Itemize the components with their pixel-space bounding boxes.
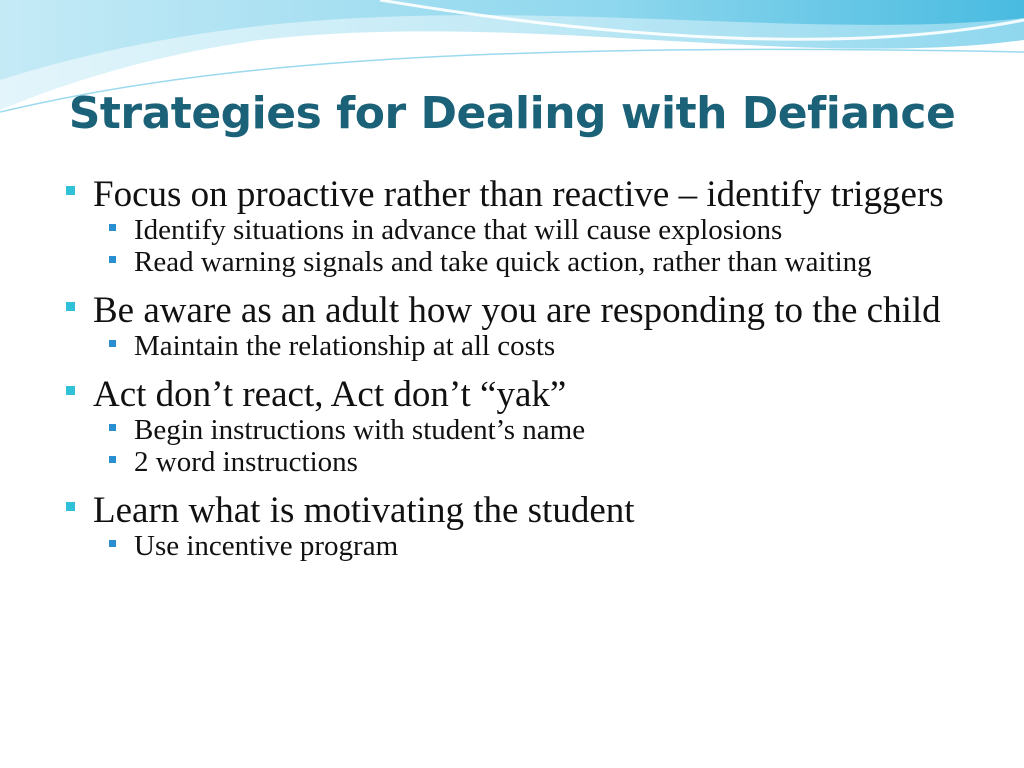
sub-bullet-text: Begin instructions with student’s name xyxy=(134,414,586,446)
bullet-group xyxy=(60,174,980,278)
square-sub-bullet-icon xyxy=(109,540,116,547)
sub-bullet-item xyxy=(60,414,980,446)
square-bullet-icon xyxy=(66,302,75,311)
bullet-text: Learn what is motivating the student xyxy=(93,490,635,531)
square-bullet-icon xyxy=(66,502,75,511)
square-bullet-icon xyxy=(66,386,75,395)
slide-title: Strategies for Dealing with Defiance xyxy=(68,88,956,139)
bullet-group xyxy=(60,290,980,362)
sub-bullet-text: Maintain the relationship at all costs xyxy=(134,330,556,362)
bullet-item xyxy=(60,290,980,331)
bullet-group xyxy=(60,490,980,562)
bullet-text: Act don’t react, Act don’t “yak” xyxy=(93,374,567,415)
sub-bullet-item xyxy=(60,530,980,562)
bullet-text: Focus on proactive rather than reactive – identify triggers xyxy=(93,174,944,215)
square-sub-bullet-icon xyxy=(109,340,116,347)
square-sub-bullet-icon xyxy=(109,256,116,263)
square-sub-bullet-icon xyxy=(109,224,116,231)
sub-bullet-text: 2 word instructions xyxy=(134,446,358,478)
square-sub-bullet-icon xyxy=(109,424,116,431)
sub-bullet-item xyxy=(60,446,980,478)
bullet-text: Be aware as an adult how you are responding to the child xyxy=(93,290,941,331)
sub-bullet-item xyxy=(60,246,980,278)
sub-bullet-item xyxy=(60,214,980,246)
sub-bullet-text: Use incentive program xyxy=(134,530,399,562)
bullet-list xyxy=(60,174,980,580)
square-bullet-icon xyxy=(66,186,75,195)
bullet-item xyxy=(60,174,980,215)
bullet-group xyxy=(60,374,980,478)
sub-bullet-text: Identify situations in advance that will cause explosions xyxy=(134,214,783,246)
bullet-item xyxy=(60,490,980,531)
sub-bullet-item xyxy=(60,330,980,362)
bullet-item xyxy=(60,374,980,415)
sub-bullet-text: Read warning signals and take quick action, rather than waiting xyxy=(134,246,872,278)
square-sub-bullet-icon xyxy=(109,456,116,463)
